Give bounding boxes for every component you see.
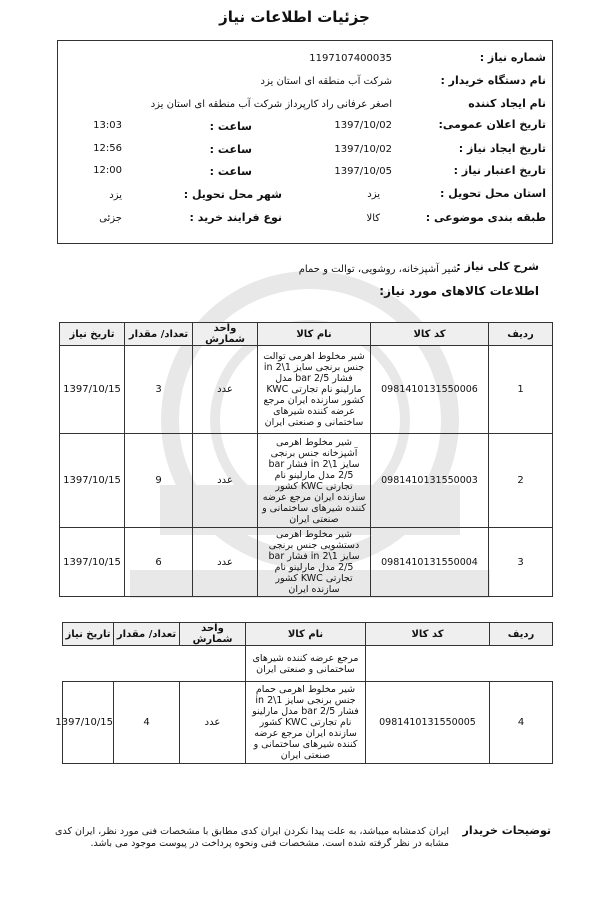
item-date: 1397/10/15 xyxy=(60,346,125,434)
item-name-continued: مرجع عرضه کننده شیرهای ساختمانی و صنعتی ایران xyxy=(246,646,366,682)
delivery-province: یزد xyxy=(367,189,380,200)
delivery-province-label: استان محل تحویل : xyxy=(440,187,546,200)
need-number-label: شماره نیاز : xyxy=(479,51,546,64)
create-time: 12:56 xyxy=(93,143,122,154)
item-code: 0981410131550006 xyxy=(371,346,489,434)
col-qty: تعداد/ مقدار xyxy=(125,323,193,346)
create-date: 1397/10/02 xyxy=(334,144,392,155)
need-info-box xyxy=(57,40,553,244)
table-row xyxy=(60,434,553,528)
table-row xyxy=(63,682,553,764)
col-unit: واحد شمارش xyxy=(193,323,258,346)
category: کالا xyxy=(366,213,380,224)
buyer-notes: ایران کدمشابه میباشد، به علت پیدا نکردن ایران کدی مطابق با مشخصات فنی مورد نظر، ایران کدی مشابه در نظر گرفته شده است. مشخصات فنی ونحوه پرداخت در پیوست موجود می باشد. xyxy=(55,826,449,849)
col-date: تاریخ نیاز xyxy=(60,323,125,346)
page-title: جزئیات اطلاعات نیاز xyxy=(219,8,370,26)
item-name: شیر مخلوط اهرمی دستشویی جنس برنجی سایز in 2\1 فشار bar 2/5 مدل مارلینو نام تجارتی KWC کشور سازنده ایران xyxy=(258,528,371,597)
col-qty: تعداد/ مقدار xyxy=(114,623,180,646)
row-number: 1 xyxy=(489,346,553,434)
table-header-row xyxy=(63,623,553,646)
delivery-city: یزد xyxy=(109,190,122,201)
announce-time: 13:03 xyxy=(93,120,122,131)
item-unit: عدد xyxy=(193,434,258,528)
summary: شیر آشپزخانه، روشویی، توالت و حمام xyxy=(298,264,459,275)
purchase-type: جزئی xyxy=(99,213,122,224)
item-date: 1397/10/15 xyxy=(60,434,125,528)
item-name: شیر مخلوط اهرمی توالت جنس برنجی سایز in 2\1 فشار bar 2/5 مدل مارلینو نام تجارتی KWC کشور سازنده ایران مرجع عرضه کننده شیرهای ساختمانی و صنعتی ایران xyxy=(258,346,371,434)
empty-cell xyxy=(63,646,114,682)
item-code: 0981410131550004 xyxy=(371,528,489,597)
item-name: شیر مخلوط اهرمی آشپزخانه جنس برنجی سایز in 2\1 فشار bar 2/5 مدل مارلینو نام تجارتی KWC کشور سازنده ایران مرجع عرضه کننده شیرهای ساختمانی و صنعتی ایران xyxy=(258,434,371,528)
item-code: 0981410131550005 xyxy=(366,682,490,764)
item-qty: 3 xyxy=(125,346,193,434)
item-unit: عدد xyxy=(180,682,246,764)
create-time-label: ساعت : xyxy=(209,143,252,156)
item-name: شیر مخلوط اهرمی حمام جنس برنجی سایز in 2\1 فشار bar 2/5 مدل مارلینو نام تجارتی KWC کشور سازنده ایران مرجع عرضه کننده شیرهای ساختمانی و صنعتی ایران xyxy=(246,682,366,764)
empty-cell xyxy=(114,646,180,682)
delivery-city-label: شهر محل تحویل : xyxy=(183,188,282,201)
empty-cell xyxy=(180,646,246,682)
validity-time: 12:00 xyxy=(93,165,122,176)
empty-cell xyxy=(490,646,553,682)
announce-date-label: تاریخ اعلان عمومی: xyxy=(438,118,546,131)
table-row xyxy=(60,528,553,597)
goods-title: اطلاعات کالاهای مورد نیاز: xyxy=(379,284,539,298)
announce-time-label: ساعت : xyxy=(209,120,252,133)
creator-label: نام ایجاد کننده xyxy=(468,97,546,110)
validity-time-label: ساعت : xyxy=(209,165,252,178)
col-name: نام کالا xyxy=(258,323,371,346)
col-code: کد کالا xyxy=(371,323,489,346)
item-qty: 4 xyxy=(114,682,180,764)
item-code: 0981410131550003 xyxy=(371,434,489,528)
table-row-continued xyxy=(63,646,553,682)
buyer-org: شرکت آب منطقه ای استان یزد xyxy=(260,76,392,87)
summary-label: شرح کلی نیاز : xyxy=(456,260,539,273)
validity-date-label: تاریخ اعتبار نیاز : xyxy=(453,164,546,177)
creator: اصغر عرفانی راد کارپرداز شرکت آب منطقه ای استان یزد xyxy=(150,99,392,110)
empty-cell xyxy=(366,646,490,682)
goods-table xyxy=(59,322,553,597)
item-unit: عدد xyxy=(193,528,258,597)
item-qty: 6 xyxy=(125,528,193,597)
item-date: 1397/10/15 xyxy=(60,528,125,597)
row-number: 2 xyxy=(489,434,553,528)
buyer-notes-label: توضیحات خریدار xyxy=(462,824,551,837)
item-qty: 9 xyxy=(125,434,193,528)
col-unit: واحد شمارش xyxy=(180,623,246,646)
need-number: 1197107400035 xyxy=(309,53,392,64)
validity-date: 1397/10/05 xyxy=(334,166,392,177)
col-code: کد کالا xyxy=(366,623,490,646)
table-row xyxy=(60,346,553,434)
goods-table-continued xyxy=(55,622,553,764)
purchase-type-label: نوع فرایند خرید : xyxy=(189,211,282,224)
buyer-org-label: نام دستگاه خریدار : xyxy=(440,74,546,87)
announce-date: 1397/10/02 xyxy=(334,120,392,131)
col-row: ردیف xyxy=(489,323,553,346)
col-name: نام کالا xyxy=(246,623,366,646)
table-header-row xyxy=(60,323,553,346)
row-number: 3 xyxy=(489,528,553,597)
col-date: تاریخ نیاز xyxy=(63,623,114,646)
row-number: 4 xyxy=(490,682,553,764)
category-label: طبقه بندی موضوعی : xyxy=(425,211,546,224)
col-row: ردیف xyxy=(490,623,553,646)
create-date-label: تاریخ ایجاد نیاز : xyxy=(458,142,546,155)
item-date: 1397/10/15 xyxy=(63,682,114,764)
item-unit: عدد xyxy=(193,346,258,434)
